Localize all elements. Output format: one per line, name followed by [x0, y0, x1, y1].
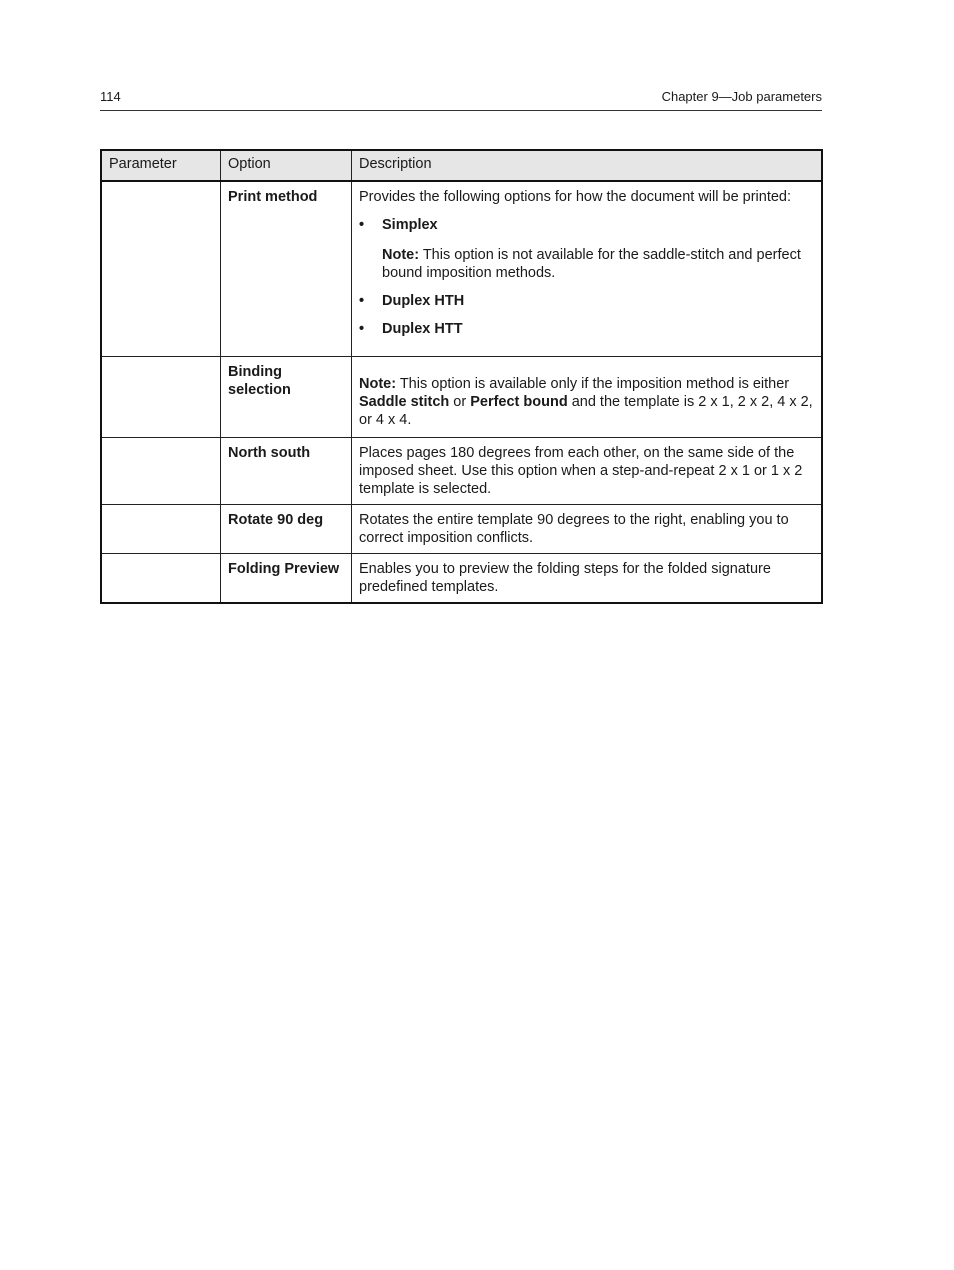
column-header-parameter: Parameter: [101, 150, 221, 181]
note-text: This option is available only if the imposition method is either: [396, 376, 790, 392]
bullet-label: Duplex HTT: [382, 321, 463, 337]
column-header-description: Description: [352, 150, 823, 181]
description-cell: Enables you to preview the folding steps for the folded signature predefined templates.: [352, 554, 823, 604]
table-row: [101, 554, 822, 604]
bullet-dot: •: [359, 321, 365, 337]
table-row: [101, 357, 822, 438]
job-parameters-table: [100, 149, 823, 604]
parameter-cell: [101, 181, 221, 357]
option-cell: Rotate 90 deg: [221, 505, 352, 554]
description-cell: Places pages 180 degrees from each other, on the same side of the imposed sheet. Use this option when a step-and-repeat 2 x 1 or 1 x 2 template is selected.: [352, 438, 823, 505]
parameter-cell: [101, 554, 221, 604]
description-intro: Provides the following options for how the document will be printed:: [359, 189, 792, 205]
bold-term: Saddle stitch: [359, 394, 450, 410]
bullet-item: [359, 216, 814, 234]
chapter-title: Chapter 9—Job parameters: [661, 89, 822, 104]
bullet-dot: •: [359, 293, 365, 309]
option-cell: North south: [221, 438, 352, 505]
parameter-cell: [101, 438, 221, 505]
column-header-option: Option: [221, 150, 352, 181]
option-cell: Folding Preview: [221, 554, 352, 604]
page-header: [100, 88, 822, 111]
bold-term: Perfect bound: [470, 394, 568, 410]
bullet-item: [359, 292, 814, 310]
bullet-label: Duplex HTH: [382, 293, 465, 309]
parameter-cell: [101, 357, 221, 438]
parameter-cell: [101, 505, 221, 554]
page-number: 114: [100, 89, 121, 104]
option-cell: Binding selection: [221, 357, 352, 438]
note-label: Note:: [382, 247, 420, 263]
description-cell: Rotates the entire template 90 degrees to the right, enabling you to correct imposition conflicts.: [352, 505, 823, 554]
note-text: This option is not available for the saddle-stitch and perfect bound imposition methods.: [382, 247, 801, 281]
option-cell: Print method: [221, 181, 352, 357]
table-row: [101, 505, 822, 554]
description-cell: [352, 357, 823, 438]
note: [359, 246, 814, 282]
description-cell: [352, 181, 823, 357]
table-row: [101, 438, 822, 505]
note-text: and the template is 2 x 1, 2 x 2, 4 x 2, or 4 x 4.: [359, 394, 813, 428]
bullet-item: [359, 320, 814, 338]
bullet-dot: •: [359, 217, 365, 233]
bullet-label: Simplex: [382, 217, 438, 233]
note-text: or: [449, 394, 471, 410]
note-label: Note:: [359, 376, 397, 392]
table-row: [101, 181, 822, 357]
table-header-row: [101, 150, 822, 181]
